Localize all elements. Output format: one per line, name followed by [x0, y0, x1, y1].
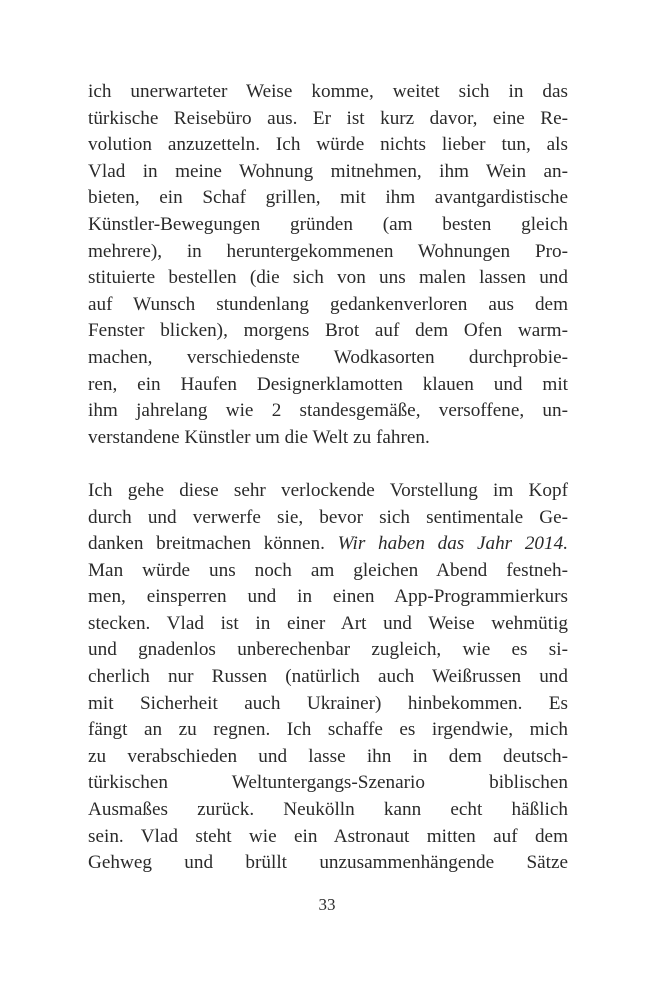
- text-line: [88, 159, 568, 186]
- text-line: [88, 398, 568, 425]
- text-line-content: ich unerwarteter Weise komme, weitet sich in das: [88, 81, 568, 102]
- text-line-content: men, einsperren und in einen App-Programmierkurs: [88, 586, 568, 608]
- text-line: [88, 850, 568, 877]
- text-line-content: stecken. Vlad ist in einer Art und Weise wehmütig: [88, 612, 568, 634]
- text-line: [88, 664, 568, 691]
- text-line-content: verstandene Künstler um die Welt zu fahren.: [88, 426, 430, 448]
- text-line: [88, 425, 568, 452]
- text-line-content: stituierte bestellen (die sich von uns malen lassen und: [88, 267, 568, 289]
- text-line: [88, 744, 568, 771]
- text-line-content: sein. Vlad steht wie ein Astronaut mitten auf dem: [88, 825, 568, 847]
- text-line-content: Man würde uns noch am gleichen Abend festneh-: [88, 559, 568, 581]
- text-line: [88, 292, 568, 319]
- text-line: [88, 478, 568, 505]
- text-line-content: fängt an zu regnen. Ich schaffe es irgendwie, mich: [88, 719, 568, 741]
- text-line-content: zu verabschieden und lasse ihn in dem deutsch-: [88, 745, 568, 767]
- text-line: [88, 611, 568, 638]
- text-line-content: ihm jahrelang wie 2 standesgemäße, versoffene, un-: [88, 400, 568, 422]
- text-line-content: Künstler-Bewegungen gründen (am besten gleich: [88, 213, 568, 235]
- text-line-content: Vlad in meine Wohnung mitnehmen, ihm Wein an-: [88, 160, 568, 182]
- text-line: [88, 531, 568, 558]
- text-line: [88, 132, 568, 159]
- text-line-content: Ich gehe diese sehr verlockende Vorstellung im Kopf: [88, 479, 568, 501]
- text-line: [88, 372, 568, 399]
- page-number: 33: [318, 895, 336, 914]
- italic-emphasis: Wir haben das Jahr 2014.: [337, 533, 568, 555]
- text-line: [88, 637, 568, 664]
- text-line: [88, 797, 568, 824]
- text-line: [88, 505, 568, 532]
- text-line-content: Gehweg und brüllt unzusammenhängende Sätze: [88, 852, 568, 874]
- text-line-content: cherlich nur Russen (natürlich auch Weißrussen und: [88, 666, 568, 688]
- text-line-content: Ausmaßes zurück. Neukölln kann echt häßlich: [88, 799, 568, 821]
- text-line: [88, 584, 568, 611]
- text-line-content: Fenster blicken), morgens Brot auf dem Ofen warm-: [88, 320, 568, 342]
- text-line: [88, 239, 568, 266]
- paragraph-gap: [88, 451, 568, 478]
- text-line-content: mit Sicherheit auch Ukrainer) hinbekommen. Es: [88, 692, 568, 714]
- text-line: [88, 824, 568, 851]
- text-line-content: und gnadenlos unberechenbar zugleich, wie es si-: [88, 639, 568, 661]
- text-line: [88, 212, 568, 239]
- text-line-content: türkische Reisebüro aus. Er ist kurz davor, eine Re-: [88, 107, 568, 129]
- text-line-content: mehrere), in heruntergekommenen Wohnungen Pro-: [88, 240, 568, 262]
- text-line: [88, 106, 568, 133]
- text-line-content: bieten, ein Schaf grillen, mit ihm avantgardistische: [88, 187, 568, 209]
- text-line: [88, 717, 568, 744]
- text-line: [88, 79, 568, 106]
- text-line: [88, 770, 568, 797]
- text-line-content: ren, ein Haufen Designerklamotten klauen und mit: [88, 373, 568, 395]
- text-line: [88, 185, 568, 212]
- text-line-content: danken breitmachen können.: [88, 533, 338, 555]
- text-line-content: auf Wunsch stundenlang gedankenverloren aus dem: [88, 293, 568, 315]
- paragraph: [88, 79, 568, 451]
- paragraph: [88, 478, 568, 877]
- text-line: [88, 691, 568, 718]
- text-line-content: machen, verschiedenste Wodkasorten durchprobie-: [88, 346, 568, 368]
- text-line: [88, 265, 568, 292]
- text-line-content: volution anzuzetteln. Ich würde nichts lieber tun, als: [88, 134, 568, 156]
- text-line: [88, 558, 568, 585]
- text-line: [88, 345, 568, 372]
- text-line-content: durch und verwerfe sie, bevor sich sentimentale Ge-: [88, 506, 568, 528]
- body-text: [88, 79, 568, 877]
- text-line-content: türkischen Weltuntergangs-Szenario biblischen: [88, 772, 568, 794]
- text-line: [88, 318, 568, 345]
